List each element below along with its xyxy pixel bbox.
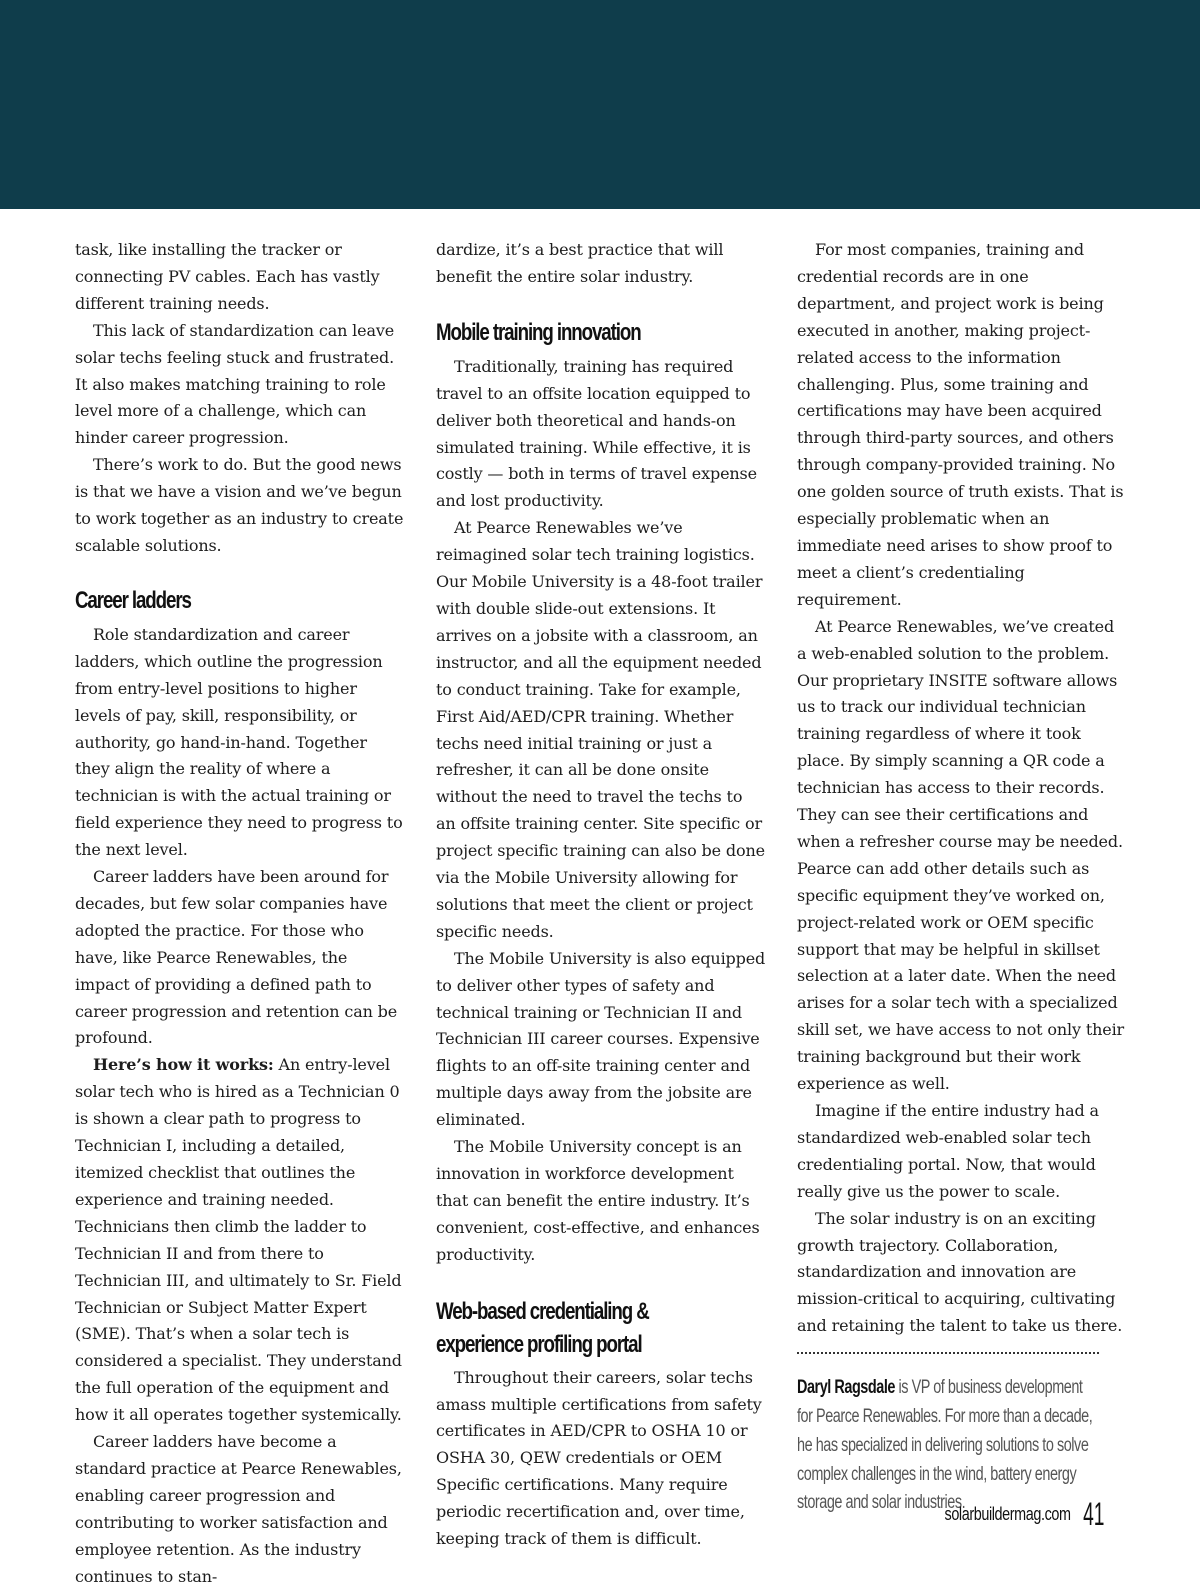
page-number: 41 [1083, 1496, 1105, 1532]
paragraph: At Pearce Renewables we’ve reimagined solar tech training logistics. Our Mobile University is a 48-foot trailer with double slide-out extensions. It arrives on a jobsite with a classroom, an instructor, and all the equipment needed to conduct training. Take for example, First Aid/AED/CPR training. Whether techs need initial training or just a refresher, it can all be done onsite without the need to travel the techs to an offsite training center. Site specific or project specific training can also be done via the Mobile University allowing for solutions that meet the client or project specific needs. [436, 518, 765, 941]
author-bio-text: is VP of business development for Pearce Renewables. For more than a decade, he has specialized in delivering solutions to solve complex challenges in the wind, battery energy storage and solar industries. [797, 1377, 1093, 1514]
lead-in: Here’s how it works: [93, 1055, 274, 1075]
paragraph: This lack of standardization can leave solar techs feeling stuck and frustrated. It also makes matching training to role level more of a challenge, which can hinder career progression. [75, 320, 395, 448]
paragraph: There’s work to do. But the good news is that we have a vision and we’ve begun to work together as an industry to create scalable solutions. [75, 455, 404, 555]
page-footer [913, 1496, 1112, 1533]
section-heading-web-credentialing: Web-based credentialing & [436, 1297, 649, 1325]
paragraph: Role standardization and career ladders, which outline the progression from entry-level positions to higher levels of pay, skill, responsibility, or authority, go hand-in-hand. Together they align the reality of where a technician is with the actual training or field experience they need to progress to the next level. [75, 624, 403, 860]
section-heading-mobile-training: Mobile training innovation [436, 318, 641, 346]
paragraph: Imagine if the entire industry had a standardized web-enabled solar tech credentialing portal. Now, that would really give us the power to scale. [797, 1101, 1099, 1201]
column-1 [75, 237, 405, 1591]
section-heading-career-ladders: Career ladders [75, 586, 191, 614]
section-heading-web-credentialing-line2: experience profiling portal [436, 1330, 642, 1358]
bio-divider [797, 1352, 1099, 1354]
header-banner [0, 0, 1200, 209]
paragraph: Career ladders have become a standard practice at Pearce Renewables, enabling career progression and contributing to worker satisfaction and employee retention. As the industry continues to stan- [75, 1432, 402, 1586]
paragraph: At Pearce Renewables, we’ve created a web-enabled solution to the problem. Our proprietary INSITE software allows us to track our individual technician training regardless of where it took place. By simply scanning a QR code a technician has access to their records. They can see their certifications and when a refresher course may be needed. Pearce can add other details such as specific equipment they’ve worked on, project-related work or OEM specific support that may be helpful in skillset selection at a later date. When the need arises for a solar tech with a specialized skill set, we have access to not only their training background but their work experience as well. [797, 616, 1125, 1094]
paragraph: The Mobile University concept is an innovation in workforce development that can benefit the entire industry. It’s convenient, cost-effective, and enhances productivity. [436, 1137, 760, 1264]
paragraph: dardize, it’s a best practice that will benefit the entire solar industry. [436, 240, 724, 286]
column-2 [436, 237, 766, 1553]
paragraph: The solar industry is on an exciting growth trajectory. Collaboration, standardization and innovation are mission-critical to acquiring, cultivating and retaining the talent to take us there. [797, 1208, 1123, 1336]
paragraph: Career ladders have been around for decades, but few solar companies have adopted the practice. For those who have, like Pearce Renewables, the impact of providing a defined path to career progression and retention can be profound. [75, 867, 398, 1048]
paragraph: Traditionally, training has required travel to an offsite location equipped to deliver both theoretical and hands-on simulated training. While effective, it is costly — both in terms of travel expense and lost productivity. [436, 356, 757, 511]
website-url: solarbuildermag.com [944, 1504, 1071, 1524]
paragraph: For most companies, training and credential records are in one department, and project work is being executed in another, making project-related access to the information challenging. Plus, some training and certifications may have been acquired through third-party sources, and others through company-provided training. No one golden source of truth exists. That is especially problematic when an immediate need arises to show proof to meet a client’s credentialing requirement. [797, 240, 1124, 609]
column-3 [797, 237, 1127, 1518]
paragraph-text: An entry-level solar tech who is hired as a Technician 0 is shown a clear path to progress to Technician I, including a detailed, itemized checklist that outlines the experience and training needed. Technicians then climb the ladder to Technician II and from there to Technician III, and ultimately to Sr. Field Technician or Subject Matter Expert (SME). That’s when a solar tech is considered a specialist. They understand the full operation of the equipment and how it all operates together systemically. [75, 1055, 402, 1425]
paragraph: task, like installing the tracker or connecting PV cables. Each has vastly different training needs. [75, 240, 380, 313]
paragraph: The Mobile University is also equipped to deliver other types of safety and technical training or Technician II and Technician III career courses. Expensive flights to an off-site training center and multiple days away from the jobsite are eliminated. [436, 948, 766, 1130]
paragraph: Throughout their careers, solar techs amass multiple certifications from safety certificates in AED/CPR to OSHA 10 or OSHA 30, QEW credentials or OEM Specific certifications. Many require periodic recertification and, over time, keeping track of them is difficult. [436, 1367, 762, 1549]
paragraph [75, 1052, 405, 1429]
author-name: Daryl Ragsdale [797, 1377, 895, 1399]
